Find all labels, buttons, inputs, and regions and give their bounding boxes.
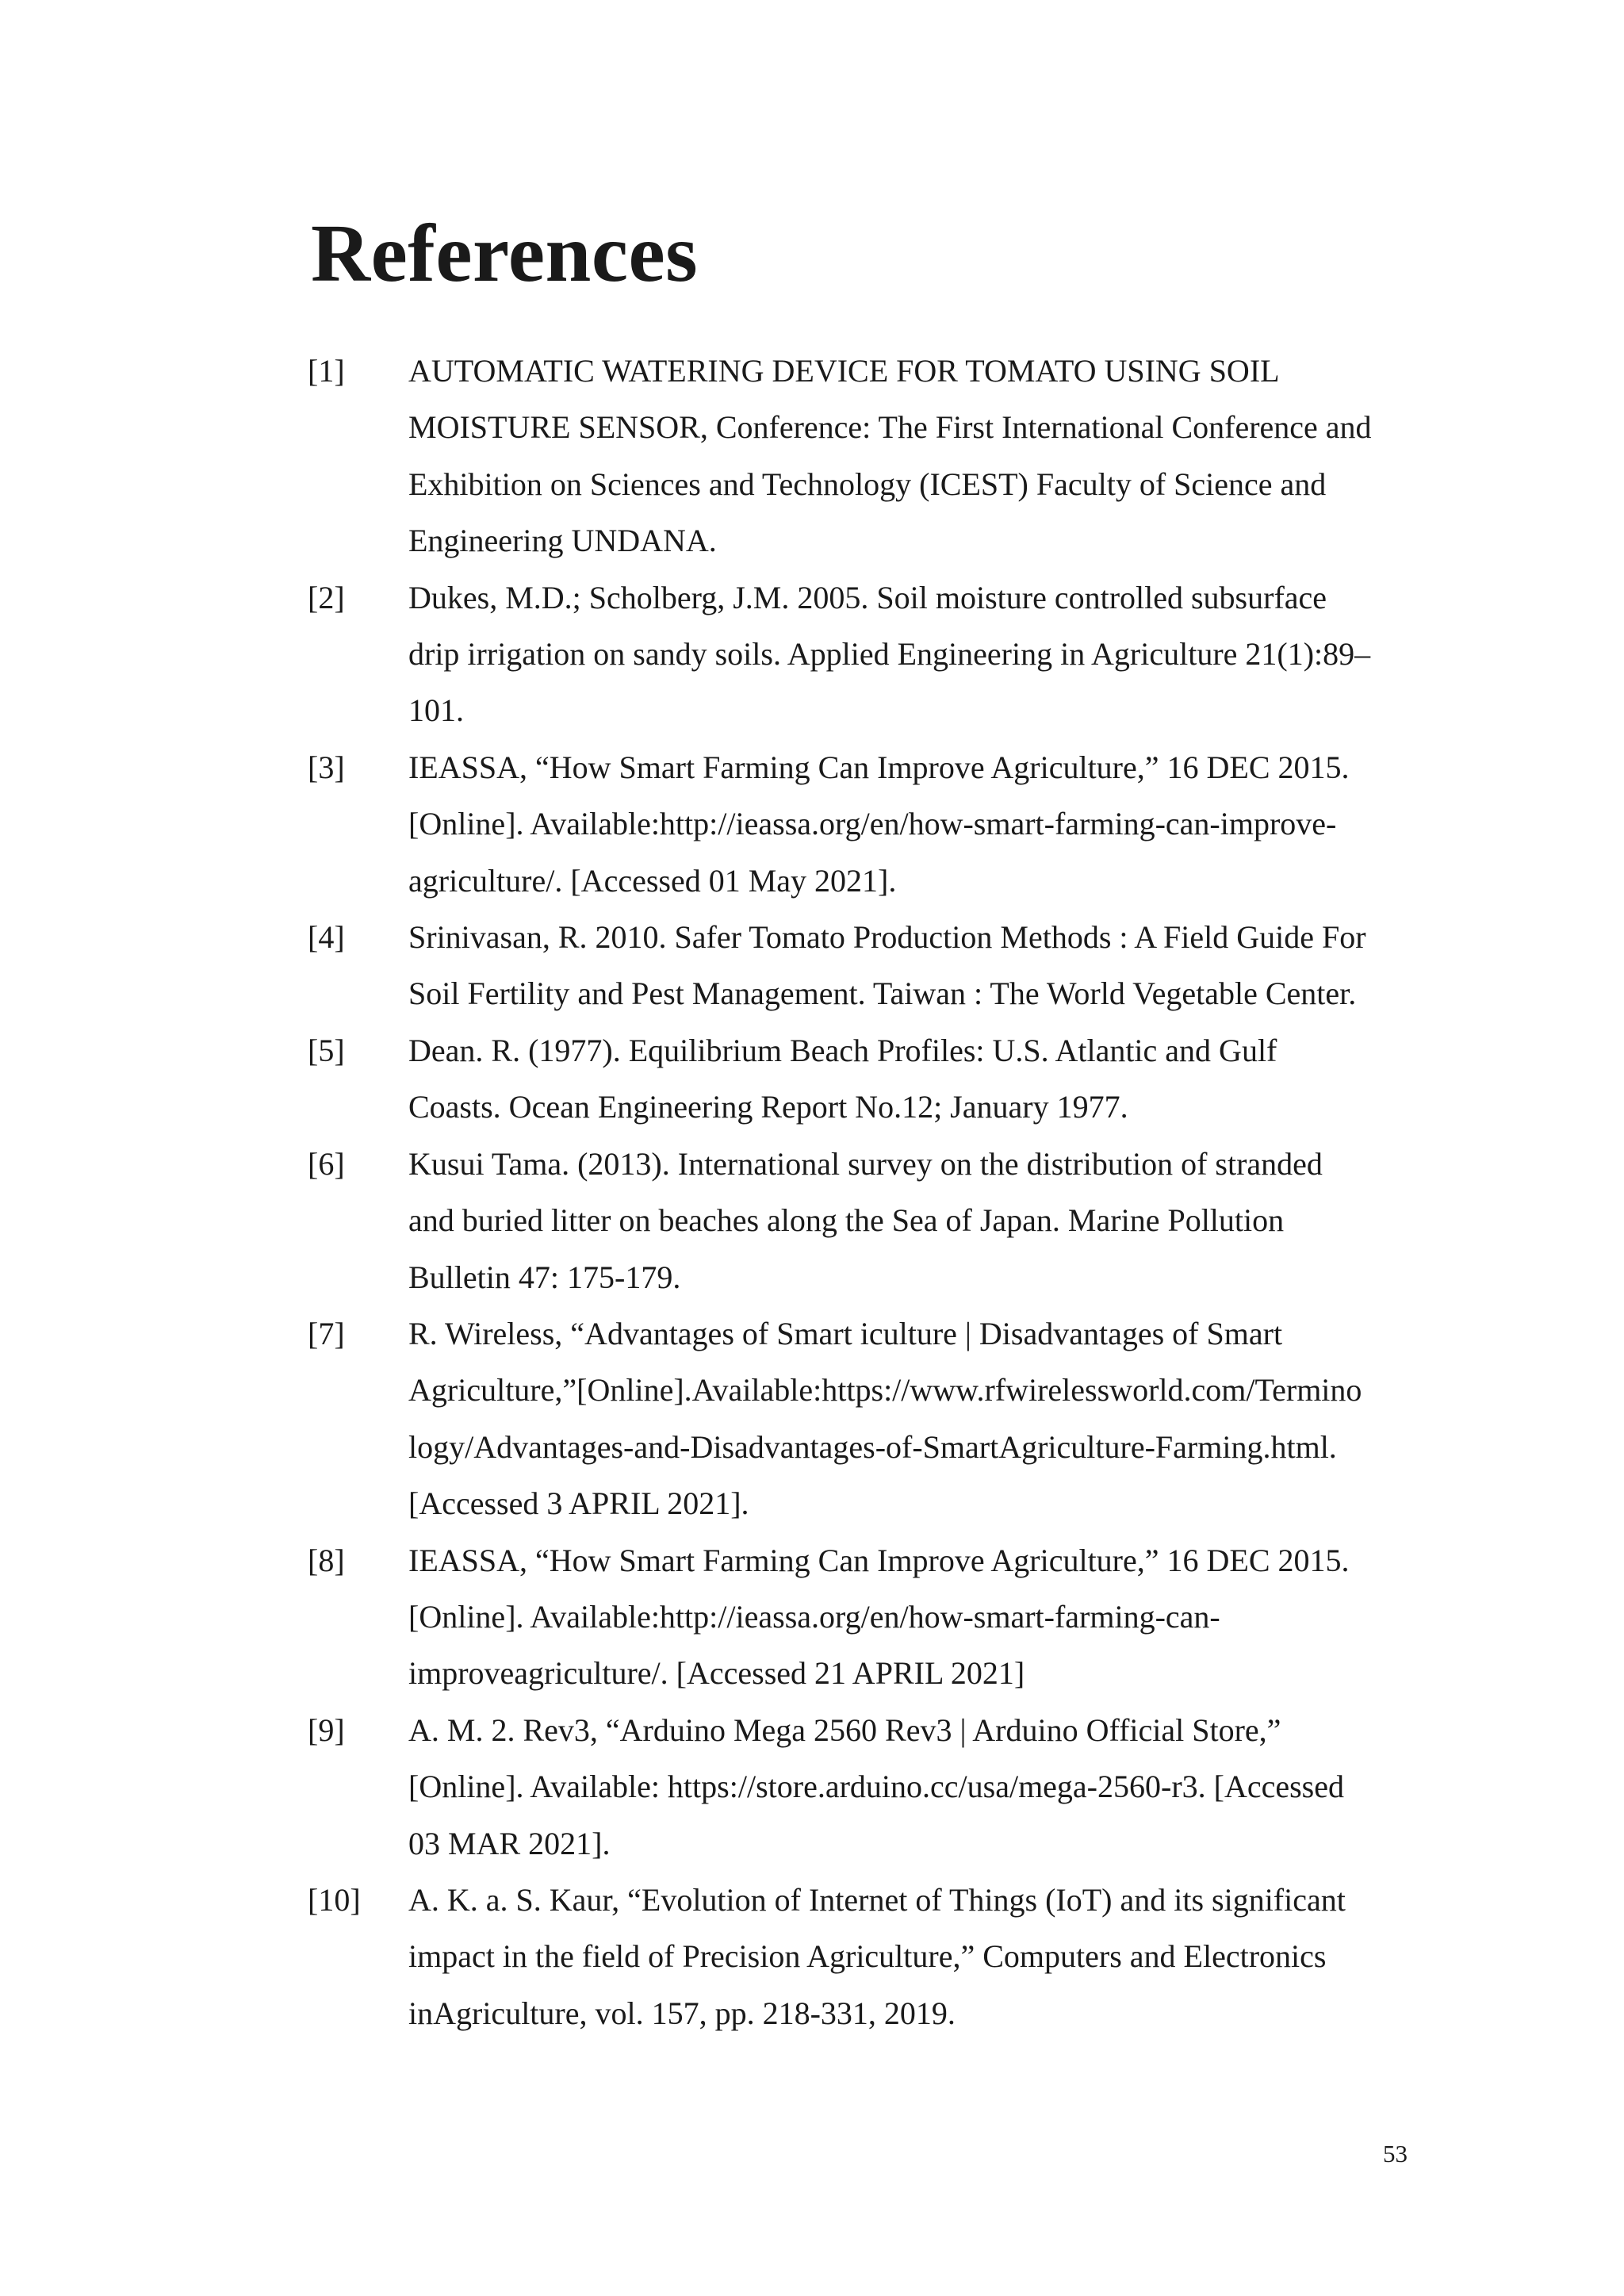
reference-number: [2] [308, 579, 345, 615]
reference-line: MOISTURE SENSOR, Conference: The First International Conference and [408, 409, 1372, 446]
reference-number: [7] [308, 1315, 345, 1351]
reference-number: [10] [308, 1881, 361, 1918]
reference-line: IEASSA, “How Smart Farming Can Improve Agriculture,” 16 DEC 2015. [408, 1542, 1350, 1578]
reference-text [408, 569, 1418, 739]
reference-line: Kusui Tama. (2013). International survey on the distribution of stranded [408, 1145, 1323, 1182]
reference-line: Engineering UNDANA. [408, 523, 717, 559]
reference-line: A. K. a. S. Kaur, “Evolution of Internet of Things (IoT) and its significant [408, 1881, 1346, 1918]
reference-line: [Online]. Available:http://ieassa.org/en/how-smart-farming-can- [408, 1598, 1220, 1635]
reference-line: A. M. 2. Rev3, “Arduino Mega 2560 Rev3 | Arduino Official Store,” [408, 1711, 1281, 1748]
reference-text [408, 343, 1418, 569]
reference-line: 101. [408, 692, 464, 729]
reference-line: Coasts. Ocean Engineering Report No.12; January 1977. [408, 1089, 1128, 1125]
reference-item [308, 343, 1418, 569]
reference-list [308, 343, 1418, 2041]
reference-item [308, 1305, 1418, 1532]
reference-line: Dukes, M.D.; Scholberg, J.M. 2005. Soil moisture controlled subsurface [408, 579, 1327, 615]
reference-line: R. Wireless, “Advantages of Smart iculture | Disadvantages of Smart [408, 1315, 1283, 1351]
reference-item [308, 909, 1418, 1022]
reference-text [408, 1022, 1418, 1136]
reference-number: [9] [308, 1711, 345, 1748]
reference-item [308, 1022, 1418, 1136]
reference-number: [1] [308, 353, 345, 389]
reference-text [408, 1532, 1418, 1702]
reference-text [408, 909, 1418, 1022]
reference-line: [Online]. Available: https://store.arduino.cc/usa/mega-2560-r3. [Accessed [408, 1769, 1344, 1805]
reference-line: and buried litter on beaches along the Sea of Japan. Marine Pollution [408, 1202, 1285, 1239]
page-title: References [311, 208, 699, 299]
reference-line: inAgriculture, vol. 157, pp. 218-331, 2019. [408, 1995, 956, 2031]
reference-number: [4] [308, 919, 345, 956]
reference-line: Exhibition on Sciences and Technology (ICEST) Faculty of Science and [408, 466, 1327, 502]
page-number: 53 [1383, 2140, 1408, 2168]
reference-line: Srinivasan, R. 2010. Safer Tomato Production Methods : A Field Guide For [408, 919, 1366, 956]
reference-item [308, 1532, 1418, 1702]
reference-line: [Accessed 3 APRIL 2021]. [408, 1485, 749, 1522]
reference-number: [5] [308, 1032, 345, 1068]
reference-line: Dean. R. (1977). Equilibrium Beach Profiles: U.S. Atlantic and Gulf [408, 1032, 1277, 1068]
reference-line: AUTOMATIC WATERING DEVICE FOR TOMATO USING SOIL [408, 353, 1280, 389]
reference-line: drip irrigation on sandy soils. Applied Engineering in Agriculture 21(1):89– [408, 636, 1371, 673]
reference-item [308, 739, 1418, 909]
reference-number: [3] [308, 749, 345, 785]
reference-number: [8] [308, 1542, 345, 1578]
reference-text [408, 1702, 1418, 1872]
reference-line: improveagriculture/. [Accessed 21 APRIL 2021] [408, 1655, 1025, 1692]
reference-number: [6] [308, 1145, 345, 1182]
reference-item [308, 1872, 1418, 2041]
reference-text [408, 1136, 1418, 1305]
reference-line: logy/Advantages-and-Disadvantages-of-SmartAgriculture-Farming.html. [408, 1428, 1337, 1465]
reference-item [308, 569, 1418, 739]
reference-line: Soil Fertility and Pest Management. Taiwan : The World Vegetable Center. [408, 976, 1357, 1012]
reference-item [308, 1136, 1418, 1305]
reference-line: Agriculture,”[Online].Available:https://www.rfwirelessworld.com/Termino [408, 1372, 1362, 1409]
reference-text [408, 1305, 1418, 1532]
reference-line: agriculture/. [Accessed 01 May 2021]. [408, 862, 897, 899]
reference-line: 03 MAR 2021]. [408, 1825, 611, 1861]
reference-line: impact in the field of Precision Agriculture,” Computers and Electronics [408, 1938, 1327, 1975]
reference-line: [Online]. Available:http://ieassa.org/en/how-smart-farming-can-improve- [408, 806, 1337, 842]
reference-line: IEASSA, “How Smart Farming Can Improve Agriculture,” 16 DEC 2015. [408, 749, 1350, 785]
reference-line: Bulletin 47: 175-179. [408, 1259, 681, 1295]
reference-text [408, 739, 1418, 909]
reference-item [308, 1702, 1418, 1872]
reference-text [408, 1872, 1418, 2041]
